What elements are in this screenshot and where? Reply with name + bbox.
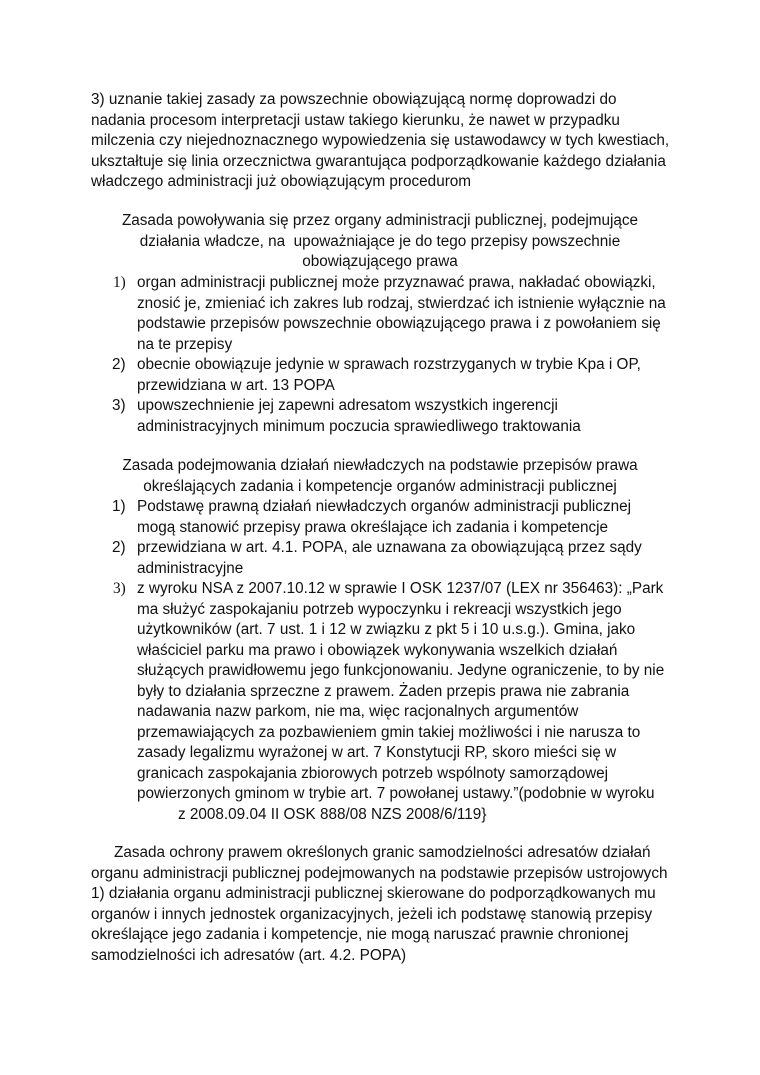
text-line: przewidziana w art. 4.1. POPA, ale uznawana za obowiązującą przez sądy xyxy=(137,539,642,556)
text-line: ma służyć zaspokajaniu potrzeb wypoczynku i rekreacji wszystkich jego xyxy=(137,600,622,618)
text-line: administracyjne xyxy=(137,559,244,577)
text-line: Podstawę prawną działań niewładczych organów administracji publicznej xyxy=(137,498,632,515)
text-line: władczego administracji już obowiązującym procedurom xyxy=(91,173,472,190)
list-item xyxy=(0,396,760,437)
principle-2-heading xyxy=(91,456,669,497)
text-line: nadania procesom interpretacji ustaw takiego kierunku, że nawet w przypadku xyxy=(91,111,620,129)
list-item-text xyxy=(137,273,760,355)
list-item xyxy=(0,579,760,825)
text-line: właściciel parku ma prawo i obowiązek wykonywania wszelkich działań xyxy=(137,641,618,659)
text-line: zasady legalizmu wyrażonej w art. 7 Konstytucji RP, skoro mieści się w xyxy=(137,744,617,761)
text-line: znosić je, zmieniać ich zakres lub rodzaj, stwierdzać ich istnienie wyłącznie na xyxy=(137,294,666,312)
list-item-text xyxy=(137,497,760,538)
text-line: mogą stanowić przepisy prawa określające ich zadania i kompetencje xyxy=(137,518,609,536)
list-item-text xyxy=(137,355,760,396)
text-line: organów i innych jednostek organizacyjnych, jeżeli ich podstawę stanowią przepisy xyxy=(91,905,653,923)
text-line: administracyjnych minimum poczucia sprawiedliwego traktowania xyxy=(137,417,581,435)
citation-line: z 2008.09.04 II OSK 888/08 NZS 2008/6/119} xyxy=(178,805,487,823)
list-item xyxy=(0,273,760,355)
text-line: upowszechnienie jej zapewni adresatom wszystkich ingerencji xyxy=(137,397,558,414)
heading-line: określających zadania i kompetencje organów administracji publicznej xyxy=(143,477,617,495)
text-line: na te przepisy xyxy=(137,335,233,353)
text-line: granicach zaspokajania zbiorowych potrzeb wspólnoty samorządowej xyxy=(137,764,609,782)
heading-line: działania władcze, na upoważniające je do tego przepisy powszechnie xyxy=(139,232,621,250)
list-item xyxy=(0,497,760,538)
list-item-text xyxy=(137,396,760,437)
heading-line: Zasada podejmowania działań niewładczych na podstawie przepisów prawa xyxy=(122,457,638,474)
list-item-number: 2) xyxy=(112,356,126,373)
list-item xyxy=(0,538,760,579)
list-item-number: 3) xyxy=(112,397,126,414)
intro-paragraph xyxy=(91,90,669,193)
principle-3-heading: Zasada ochrony prawem określonych granic samodzielności adresatów działań xyxy=(114,844,651,861)
text-line: przemawiających za pozbawieniem gmin takiej możliwości i nie narusza to xyxy=(137,723,641,741)
text-line: 1) działania organu administracji publicznej skierowane do podporządkowanych mu xyxy=(91,885,656,902)
list-item-text xyxy=(137,538,760,579)
principle-2-list xyxy=(0,497,760,825)
heading-line: obowiązującego prawa xyxy=(302,253,458,270)
text-line: obecnie obowiązuje jedynie w sprawach rozstrzyganych w trybie Kpa i OP, xyxy=(137,356,641,373)
text-line: organ administracji publicznej może przyznawać prawa, nakładać obowiązki, xyxy=(137,274,656,291)
principle-1-list xyxy=(0,273,760,437)
principle-1-heading xyxy=(91,211,669,273)
text-line: organu administracji publicznej podejmowanych na podstawie przepisów ustrojowych xyxy=(91,864,668,882)
text-line: były to działania sprzeczne z prawem. Żaden przepis prawa nie zabrania xyxy=(137,682,630,700)
text-line: podstawie przepisów powszechnie obowiązującego prawa i z powołaniem się xyxy=(137,315,661,332)
text-line: użytkowników (art. 7 ust. 1 i 12 w związku z pkt 5 i 10 u.s.g.). Gmina, jako xyxy=(137,621,636,638)
principle-3-paragraph xyxy=(91,843,668,966)
list-item xyxy=(0,355,760,396)
list-item-number: 3) xyxy=(113,580,126,597)
text-line: powierzonych gminom w trybie art. 7 powołanej ustawy.”(podobnie w wyroku xyxy=(137,785,655,802)
text-line: określające jego zadania i kompetencje, nie mogą naruszać prawnie chronionej xyxy=(91,926,629,943)
heading-line: Zasada powoływania się przez organy administracji publicznej, podejmujące xyxy=(121,212,639,229)
text-line: służących prawidłowemu jego funkcjonowaniu. Jedyne ograniczenie, to by nie xyxy=(137,662,665,679)
list-item-number: 1) xyxy=(112,498,126,515)
list-item-number: 1) xyxy=(113,274,126,291)
text-line: 3) uznanie takiej zasady za powszechnie obowiązującą normę doprowadzi do xyxy=(91,91,617,108)
list-item-text xyxy=(137,579,760,825)
text-line: przewidziana w art. 13 POPA xyxy=(137,376,335,394)
text-line: ukształtuje się linia orzecznictwa gwarantująca podporządkowanie każdego działania xyxy=(91,152,666,170)
text-line: z wyroku NSA z 2007.10.12 w sprawie I OSK 1237/07 (LEX nr 356463): „Park xyxy=(137,580,664,597)
text-line: samodzielności ich adresatów (art. 4.2. POPA) xyxy=(91,946,407,964)
list-item-number: 2) xyxy=(112,539,126,556)
text-line: milczenia czy niejednoznacznego wypowiedzenia się ustawodawcy w tych kwestiach, xyxy=(91,132,670,149)
text-line: nadawania nazw parkom, nie ma, więc racjonalnych argumentów xyxy=(137,703,579,720)
